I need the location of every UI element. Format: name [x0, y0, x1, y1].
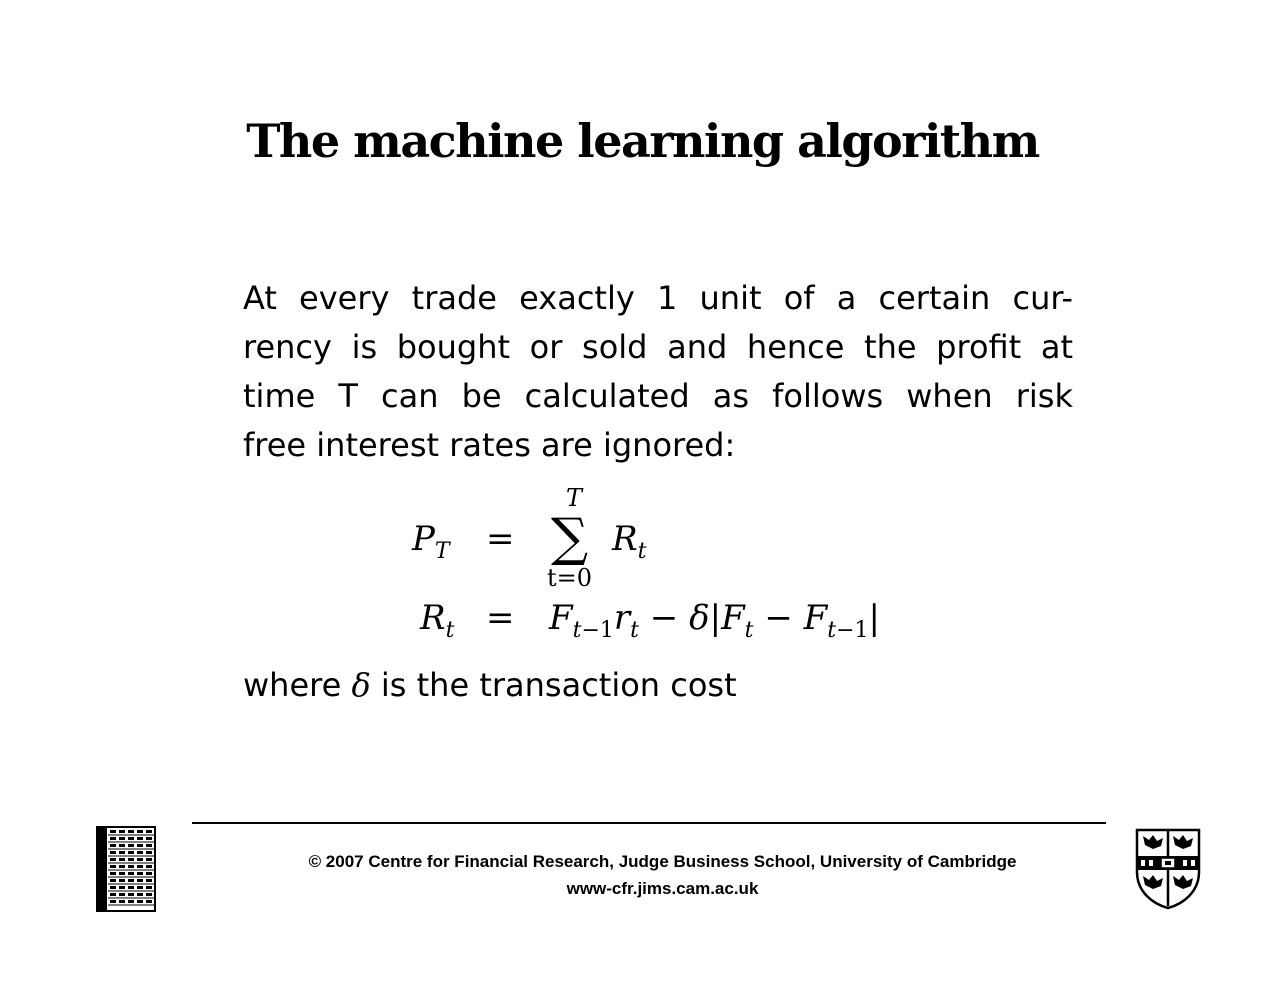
body-line-2: rency is bought or sold and hence the profit at [243, 328, 1073, 366]
equation-1-rhs: $R_t$ [612, 519, 647, 564]
jbs-building-logo-icon [96, 826, 156, 912]
sum-upper-limit: T [566, 484, 583, 512]
footer-url-link[interactable]: www-cfr.jims.cam.ac.uk [566, 879, 759, 898]
equation-2-lhs: $R_t$ [420, 598, 455, 643]
body-line-1: At every trade exactly 1 unit of a certain cur- [243, 279, 1073, 317]
body-line-4: free interest rates are ignored: [243, 426, 736, 464]
footer-divider [192, 822, 1106, 824]
footer-credits [300, 850, 1025, 900]
equation-1-equals: = [486, 519, 515, 559]
transaction-cost-note: where δ is the transaction cost [243, 666, 737, 704]
cambridge-crest-logo-icon [1135, 828, 1201, 910]
summation-symbol: ∑ [551, 508, 589, 568]
sum-lower-limit: t=0 [547, 564, 593, 592]
equation-1-lhs: $P_T$ [412, 519, 450, 564]
equation-2-equals: = [486, 598, 515, 638]
slide-title: The machine learning algorithm [246, 114, 1039, 168]
body-paragraph [243, 274, 1073, 470]
footer-copyright: © 2007 Centre for Financial Research, Judge Business School, University of Cambridge [308, 852, 1017, 871]
equation-2-rhs: $F_{t-1}r_t - \delta|F_t - F_{t-1}|$ [549, 598, 880, 643]
body-line-3: time T can be calculated as follows when risk [243, 377, 1073, 415]
